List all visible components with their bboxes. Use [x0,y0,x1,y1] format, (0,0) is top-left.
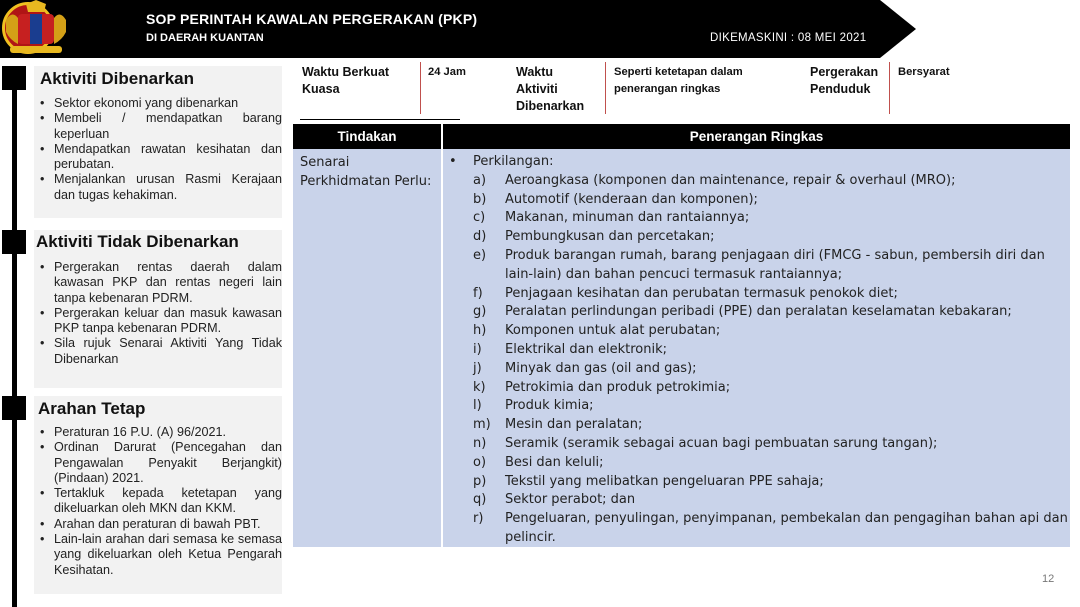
list-letter: l) [473,398,482,414]
table-header-action: Tindakan [293,124,441,149]
list-text: Tekstil yang melibatkan pengeluaran PPE sahaja; [505,473,824,489]
table-cell-action-bg [293,149,441,547]
list-letter: o) [473,454,487,470]
list-item [447,322,1069,341]
header-banner [0,0,1080,58]
list-text: Petrokimia dan produk petrokimia; [505,379,731,395]
list-item: • Mendapatkan rawatan kesihatan dan perubatan. [38,142,282,173]
movement-label: Pergerakan Penduduk [810,65,879,96]
list-letter: a) [473,172,487,188]
activity-time-value: Seperti ketetapan dalam penerangan ringkas [614,66,743,95]
list-text: Produk kimia; [505,398,594,414]
list-text: Sektor perabot; dan [505,492,636,508]
page-number: 12 [1042,573,1055,585]
list-item [447,491,1069,510]
list-item: • Pergerakan keluar dan masuk kawasan PKP tanpa kebenaran PDRM. [38,306,282,337]
list-item [447,379,1069,398]
list-letter: p) [473,473,487,489]
list-item [447,397,1069,416]
list-letter: i) [473,341,482,357]
movement-value: Bersyarat [898,66,950,78]
list-item [447,209,1069,228]
list-item [447,341,1069,360]
list-text: Mesin dan peralatan; [505,417,643,433]
divider [605,62,606,114]
list-letter: r) [473,511,484,527]
standing-orders-section-title: Arahan Tetap [38,399,146,418]
list-text: Peralatan perlindungan peribadi (PPE) dan peralatan keselamatan kebakaran; [505,304,1012,320]
list-letter: k) [473,379,486,395]
list-item: • Sila rujuk Senarai Aktiviti Yang Tidak Dibenarkan [38,336,282,367]
divider [889,62,890,114]
timeline-marker [2,230,26,254]
banner-shape [0,0,1080,58]
list-item [447,191,1069,210]
list-text: Minyak dan gas (oil and gas); [505,360,697,376]
list-item: • Membeli / mendapatkan barang keperluan [38,111,282,142]
list-letter: f) [473,285,483,301]
list-item [447,285,1069,304]
list-text: Komponen untuk alat perubatan; [505,323,721,339]
divider [420,62,421,114]
list-item: • Tertakluk kepada ketetapan yang dikeluarkan oleh MKN dan KKM. [38,486,282,517]
state-crest-logo [0,0,72,54]
list-text: Besi dan keluli; [505,454,604,470]
not-allowed-section-title: Aktiviti Tidak Dibenarkan [36,232,239,251]
list-letter: q) [473,492,487,508]
timeline-marker [2,396,26,420]
list-item [447,435,1069,454]
list-letter: c) [473,210,486,226]
list-letter: j) [473,360,482,376]
list-text: Pembungkusan dan percetakan; [505,229,715,245]
list-letter: e) [473,247,487,263]
list-item: • Pergerakan rentas daerah dalam kawasan PKP dan rentas negeri lain tanpa kebenaran PDRM. [38,260,282,306]
list-item [447,228,1069,247]
timeline-marker [2,66,26,90]
list-item: • Lain-lain arahan dari semasa ke semasa yang dikeluarkan oleh Ketua Pengarah Kesihatan. [38,532,282,578]
list-text: Aeroangkasa (komponen dan maintenance, repair & overhaul (MRO); [505,172,956,188]
list-text: Makanan, minuman dan rantaiannya; [505,210,750,226]
header-updated-date: DIKEMASKINI : 08 MEI 2021 [710,32,867,44]
list-item [447,360,1069,379]
header-title: SOP PERINTAH KAWALAN PERGERAKAN (PKP) [146,11,478,27]
list-item: • Peraturan 16 P.U. (A) 96/2021. [38,425,282,440]
timeline-line [12,70,17,607]
list-text: Elektrikal dan elektronik; [505,341,668,357]
list-text: Seramik (seramik sebagai acuan bagi pembuatan sarung tangan); [505,435,938,451]
list-letter: h) [473,323,487,339]
activity-time-label: Waktu Aktiviti Dibenarkan [516,65,585,113]
list-letter: d) [473,229,487,245]
list-item [447,247,1069,285]
list-item [447,172,1069,191]
underline [300,119,460,120]
list-text: Pengeluaran, penyulingan, penyimpanan, pembekalan dan pengagihan bahan api dan pelincir. [505,511,1068,545]
list-item [447,303,1069,322]
list-item [447,473,1069,492]
description-heading: • Perkilangan: [447,153,1069,172]
list-text: Penjagaan kesihatan dan perubatan termasuk penokok diet; [505,285,898,301]
list-item [447,454,1069,473]
list-text: Produk barangan rumah, barang penjagaan diri (FMCG - sabun, pembersih diri dan lain-lain) dan bahan pencuci termasuk rantaiannya; [505,247,1045,282]
list-letter: g) [473,304,487,320]
manufacturing-list [447,172,1069,548]
table-cell-description [447,153,1069,548]
list-item [447,510,1069,548]
table-cell-action: Senarai Perkhidmatan Perlu: [300,155,432,189]
list-item [447,416,1069,435]
effective-label: Waktu Berkuat Kuasa [302,65,390,96]
allowed-section-title: Aktiviti Dibenarkan [40,69,194,88]
list-letter: b) [473,191,487,207]
list-letter: m) [473,417,491,433]
list-item: • Ordinan Darurat (Pencegahan dan Pengawalan Penyakit Berjangkit) (Pindaan) 2021. [38,440,282,486]
standing-orders-list [38,425,282,578]
header-subtitle: DI DAERAH KUANTAN [146,32,264,44]
list-letter: n) [473,435,487,451]
list-text: Automotif (kenderaan dan komponen); [505,191,758,207]
list-item: • Arahan dan peraturan di bawah PBT. [38,517,282,532]
list-item: • Sektor ekonomi yang dibenarkan [38,96,282,111]
list-item: • Menjalankan urusan Rasmi Kerajaan dan tugas kehakiman. [38,172,282,203]
table-header-description: Penerangan Ringkas [443,124,1070,149]
allowed-list [38,96,282,203]
not-allowed-list [38,260,282,367]
effective-value: 24 Jam [428,66,466,78]
